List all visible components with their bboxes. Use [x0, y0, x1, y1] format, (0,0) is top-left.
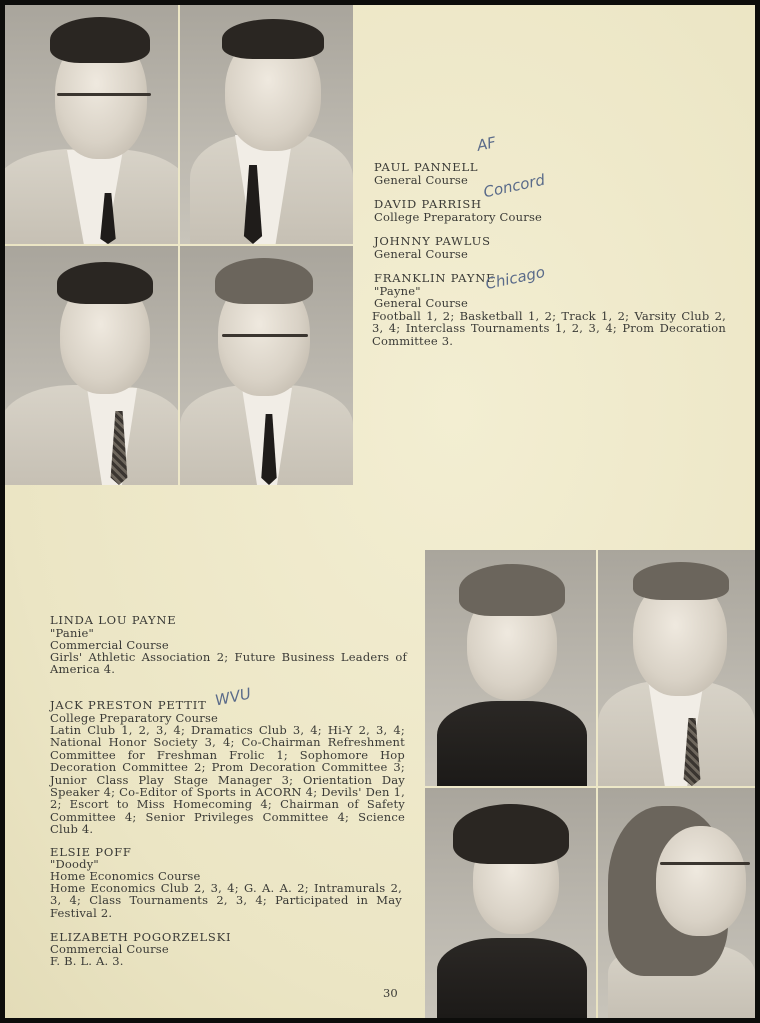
handwritten-note: WVU	[213, 684, 253, 710]
student-course: Commercial Course	[50, 942, 169, 956]
student-course: Commercial Course	[50, 638, 169, 652]
portrait-jack-preston-pettit	[598, 550, 755, 786]
student-activities: Home Economics Club 2, 3, 4; G. A. A. 2; Intramurals 2, 3, 4; Class Tournaments 2, 3, 4; Participated in May Festival 2.	[50, 881, 402, 920]
page-number: 30	[383, 986, 398, 1000]
portrait-johnny-pawlus	[5, 246, 178, 485]
student-course: General Course	[374, 296, 469, 310]
portrait-paul-pannell	[5, 5, 178, 244]
portrait-david-parrish	[180, 5, 353, 244]
student-activities: Girls' Athletic Association 2; Future Business Leaders of America 4.	[50, 650, 407, 677]
student-name: ELSIE POFF	[50, 845, 132, 859]
student-name: FRANKLIN PAYNE	[374, 271, 496, 285]
portrait-linda-lou-payne	[425, 550, 596, 786]
student-course: General Course	[374, 247, 469, 261]
student-name: ELIZABETH POGORZELSKI	[50, 930, 232, 944]
student-nickname: "Payne"	[374, 284, 421, 298]
student-name: DAVID PARRISH	[374, 197, 482, 211]
handwritten-note: Chicago	[483, 262, 547, 294]
student-nickname: "Doody"	[50, 857, 99, 871]
handwritten-note: AF	[475, 133, 498, 155]
student-course: College Preparatory Course	[50, 711, 219, 725]
handwritten-note: Concord	[481, 170, 547, 202]
student-name: LINDA LOU PAYNE	[50, 613, 177, 627]
portrait-franklin-payne	[180, 246, 353, 485]
student-name: JOHNNY PAWLUS	[374, 234, 491, 248]
student-course: General Course	[374, 173, 469, 187]
student-activities: F. B. L. A. 3.	[50, 954, 124, 968]
portrait-elizabeth-pogorzelski	[598, 788, 755, 1018]
student-course: Home Economics Course	[50, 869, 201, 883]
student-activities: Latin Club 1, 2, 3, 4; Dramatics Club 3, 4; Hi-Y 2, 3, 4; National Honor Society 3, 4; Co-Chairman Refreshment Committee for Freshman Frolic 1; Sophomore Hop Decoration Committee 2; Prom Decoration Committee 3; Junior Class Play Stage Manager 3; Orientation Day Speaker 4; Co-Editor of Sports in ACORN 4; Devils' Den 1, 2; Escort to Miss Homecoming 4; Chairman of Safety Committee 4; Senior Privileges Committee 4; Science Club 4.	[50, 723, 405, 837]
student-name: PAUL PANNELL	[374, 160, 479, 174]
yearbook-page	[5, 5, 755, 1018]
student-activities: Football 1, 2; Basketball 1, 2; Track 1, 2; Varsity Club 2, 3, 4; Interclass Tournaments 1, 2, 3, 4; Prom Decoration Committee 3.	[372, 309, 726, 348]
student-course: College Preparatory Course	[374, 210, 543, 224]
student-nickname: "Panie"	[50, 626, 94, 640]
student-name: JACK PRESTON PETTIT	[50, 698, 207, 712]
portrait-elsie-poff	[425, 788, 596, 1018]
